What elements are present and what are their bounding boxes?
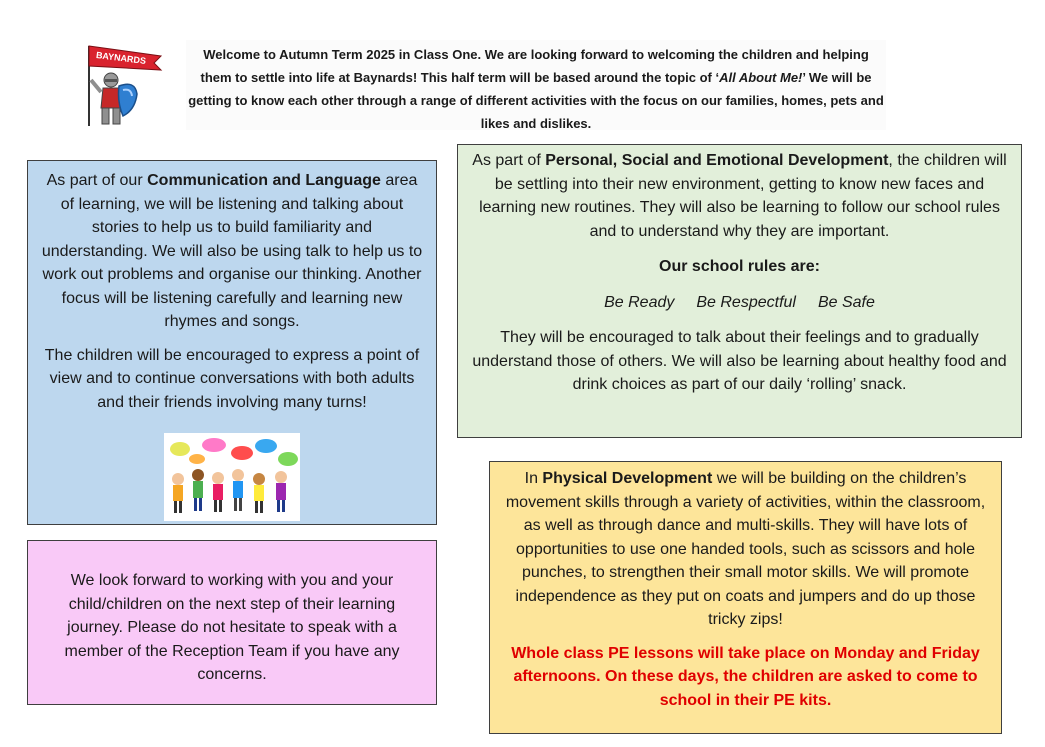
area-name: Communication and Language [147,172,381,189]
reception-team-box: We look forward to working with you and your child/children on the next step of their learning journey. Please do not hesitate to speak with a member of the Reception Team if you have any concerns. [27,540,437,705]
intro-text: Welcome to Autumn Term 2025 in Class One. We are looking forward to welcoming the children and helping them to settle into life at Baynards! This half term will be based around the topic of ‘All About Me!’ We will be getting to know each other through a range of different activities with the focus on our families, homes, pets and likes and dislikes. [188,47,884,131]
topic-name: All About Me! [719,70,803,85]
area-name: Personal, Social and Emotional Development [545,152,889,169]
rule-item: Be Safe [817,293,875,311]
baynards-knight-logo [75,40,165,132]
communication-language-box: As part of our Communication and Language area of learning, we will be listening and talking about stories to help us to build familiarity and understanding. We will also be using talk to help us to work out problems and organise our thinking. Another focus will be listening carefully and learning new rhymes and songs. The children will be encouraged to express a point of view and to continue conversations with both adults and their friends involving many turns! [27,160,437,525]
physical-development-box: In Physical Development we will be building on the children’s movement skills through a variety of activities, within the classroom, as well as through dance and multi-skills. They will have lots of opportunities to use one handed tools, such as scissors and hole punches, to strengthen their small motor skills. We will promote independence as they put on coats and jumpers and do up those tricky zips! Whole class PE lessons will take place on Monday and Friday afternoons. On these days, the children are asked to come to school in their PE kits. [489,461,1002,734]
school-rules [468,291,1011,315]
pe-notice: Whole class PE lessons will take place on Monday and Friday afternoons. On these days, the children are asked to come to school in their PE kits. [511,644,980,709]
rules-title: Our school rules are: [659,258,820,275]
area-name: Physical Development [542,470,713,487]
children-talking-image [164,433,300,521]
logo-text: BAYNARDS [95,49,147,67]
rule-item: Be Respectful [696,293,796,311]
rule-item: Be Ready [604,293,675,311]
psed-box: As part of Personal, Social and Emotional Development, the children will be settling into their new environment, getting to know new faces and learning new routines. They will also be learning to follow our school rules and to understand why they are important. Our school rules are: Be Ready Be Respectful Be Safe They will be encouraged to talk about their feelings and to gradually understand those of others. We will also be learning about healthy food and drink choices as part of our daily ‘rolling’ snack. [457,144,1022,438]
